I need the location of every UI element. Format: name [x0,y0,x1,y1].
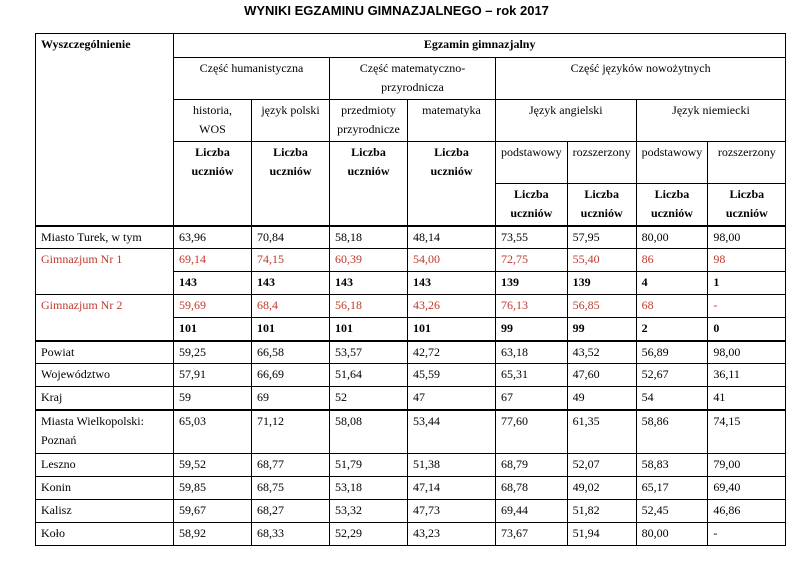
value-cell: 98 [708,249,786,272]
level-label: podstawowy [496,142,568,184]
value-cell: 63,18 [496,341,568,364]
value-cell: 69,40 [708,477,786,500]
row-name: Miasto Turek, w tym [36,226,174,249]
header-history: historia, WOS [174,100,252,142]
value-cell: 57,91 [174,364,252,387]
count-cell: 0 [708,318,786,341]
count-label: Liczba uczniów [174,142,252,226]
count-label: Liczba uczniów [567,184,636,226]
row-name: Leszno [36,454,174,477]
header-german: Język niemiecki [636,100,786,142]
value-cell: 45,59 [408,364,496,387]
header-group: Egzamin gimnazjalny [174,34,786,58]
count-cell: 143 [408,272,496,295]
value-cell: 80,00 [636,226,708,249]
value-cell: 54 [636,387,708,410]
value-cell: 68,27 [252,500,330,523]
value-cell: 59,52 [174,454,252,477]
value-cell: 51,82 [567,500,636,523]
table-row [36,500,786,523]
value-cell: 53,18 [330,477,408,500]
count-cell: 139 [567,272,636,295]
header-math: matematyka [408,100,496,142]
value-cell: 86 [636,249,708,272]
count-cell: 99 [567,318,636,341]
value-cell: 68,78 [496,477,568,500]
row-name: Powiat [36,341,174,364]
value-cell: 58,92 [174,523,252,546]
value-cell: 51,38 [408,454,496,477]
count-cell: 2 [636,318,708,341]
value-cell: 52,29 [330,523,408,546]
value-cell: 69,44 [496,500,568,523]
table-row [36,454,786,477]
value-cell: 36,11 [708,364,786,387]
count-label: Liczba uczniów [496,184,568,226]
level-label: podstawowy [636,142,708,184]
header-math-science: Część matematyczno-przyrodnicza [330,58,496,100]
value-cell: 67 [496,387,568,410]
row-name: Województwo [36,364,174,387]
value-cell: 68,33 [252,523,330,546]
table-row [36,410,786,454]
count-cell: 4 [636,272,708,295]
value-cell: 66,69 [252,364,330,387]
count-cell: 99 [496,318,568,341]
value-cell: 69 [252,387,330,410]
row-name: Gimnazjum Nr 1 [36,249,174,295]
header-languages: Część języków nowożytnych [496,58,786,100]
count-label: Liczba uczniów [330,142,408,226]
value-cell: 51,94 [567,523,636,546]
value-cell: 47,73 [408,500,496,523]
value-cell: 43,26 [408,295,496,318]
row-name: Gimnazjum Nr 2 [36,295,174,341]
value-cell: 76,13 [496,295,568,318]
header-polish: język polski [252,100,330,142]
table-row [36,477,786,500]
value-cell: 49,02 [567,477,636,500]
header-humanities: Część humanistyczna [174,58,330,100]
value-cell: 77,60 [496,410,568,454]
value-cell: 55,40 [567,249,636,272]
value-cell: 59,25 [174,341,252,364]
value-cell: 68,79 [496,454,568,477]
count-cell: 143 [252,272,330,295]
value-cell: - [708,295,786,318]
count-cell: 143 [330,272,408,295]
value-cell: 74,15 [708,410,786,454]
count-cell: 1 [708,272,786,295]
value-cell: 79,00 [708,454,786,477]
value-cell: 59,85 [174,477,252,500]
value-cell: 56,89 [636,341,708,364]
count-label: Liczba uczniów [252,142,330,226]
value-cell: 73,55 [496,226,568,249]
value-cell: 59 [174,387,252,410]
value-cell: 69,14 [174,249,252,272]
value-cell: 65,17 [636,477,708,500]
value-cell: 47,60 [567,364,636,387]
table-row [36,226,786,249]
table-row [36,341,786,364]
value-cell: 58,83 [636,454,708,477]
count-cell: 101 [174,318,252,341]
value-cell: 56,85 [567,295,636,318]
count-label: Liczba uczniów [408,142,496,226]
value-cell: 48,14 [408,226,496,249]
row-name: Kalisz [36,500,174,523]
count-label: Liczba uczniów [708,184,786,226]
value-cell: 68,75 [252,477,330,500]
value-cell: 80,00 [636,523,708,546]
table-row [36,364,786,387]
header-science: przedmioty przyrodnicze [330,100,408,142]
count-cell: 143 [174,272,252,295]
value-cell: 58,08 [330,410,408,454]
value-cell: 70,84 [252,226,330,249]
table-row [36,387,786,410]
count-cell: 101 [252,318,330,341]
value-cell: - [708,523,786,546]
value-cell: 53,32 [330,500,408,523]
value-cell: 52,07 [567,454,636,477]
row-name: Miasta Wielkopolski: Poznań [36,410,174,454]
value-cell: 51,79 [330,454,408,477]
value-cell: 47 [408,387,496,410]
value-cell: 52 [330,387,408,410]
value-cell: 68,77 [252,454,330,477]
row-name: Kraj [36,387,174,410]
value-cell: 68 [636,295,708,318]
value-cell: 73,67 [496,523,568,546]
value-cell: 68,4 [252,295,330,318]
level-label: rozszerzony [567,142,636,184]
value-cell: 72,75 [496,249,568,272]
value-cell: 54,00 [408,249,496,272]
value-cell: 66,58 [252,341,330,364]
value-cell: 59,67 [174,500,252,523]
value-cell: 98,00 [708,226,786,249]
table-body [36,226,786,546]
row-name: Koło [36,523,174,546]
count-cell: 139 [496,272,568,295]
table-row [36,523,786,546]
row-name: Konin [36,477,174,500]
value-cell: 49 [567,387,636,410]
value-cell: 47,14 [408,477,496,500]
count-label: Liczba uczniów [636,184,708,226]
value-cell: 52,45 [636,500,708,523]
value-cell: 52,67 [636,364,708,387]
value-cell: 65,03 [174,410,252,454]
value-cell: 60,39 [330,249,408,272]
value-cell: 61,35 [567,410,636,454]
value-cell: 71,12 [252,410,330,454]
value-cell: 41 [708,387,786,410]
count-cell: 101 [408,318,496,341]
value-cell: 42,72 [408,341,496,364]
value-cell: 46,86 [708,500,786,523]
value-cell: 63,96 [174,226,252,249]
value-cell: 65,31 [496,364,568,387]
table-row [36,295,786,318]
value-cell: 43,23 [408,523,496,546]
value-cell: 51,64 [330,364,408,387]
results-table [35,33,786,546]
value-cell: 53,57 [330,341,408,364]
value-cell: 98,00 [708,341,786,364]
value-cell: 59,69 [174,295,252,318]
value-cell: 58,18 [330,226,408,249]
count-cell: 101 [330,318,408,341]
value-cell: 56,18 [330,295,408,318]
level-label: rozszerzony [708,142,786,184]
header-english: Język angielski [496,100,637,142]
table-row [36,249,786,272]
value-cell: 74,15 [252,249,330,272]
value-cell: 53,44 [408,410,496,454]
header-col0: Wyszczególnienie [36,34,174,226]
value-cell: 58,86 [636,410,708,454]
value-cell: 43,52 [567,341,636,364]
page-title: WYNIKI EGZAMINU GIMNAZJALNEGO – rok 2017 [244,3,549,18]
value-cell: 57,95 [567,226,636,249]
